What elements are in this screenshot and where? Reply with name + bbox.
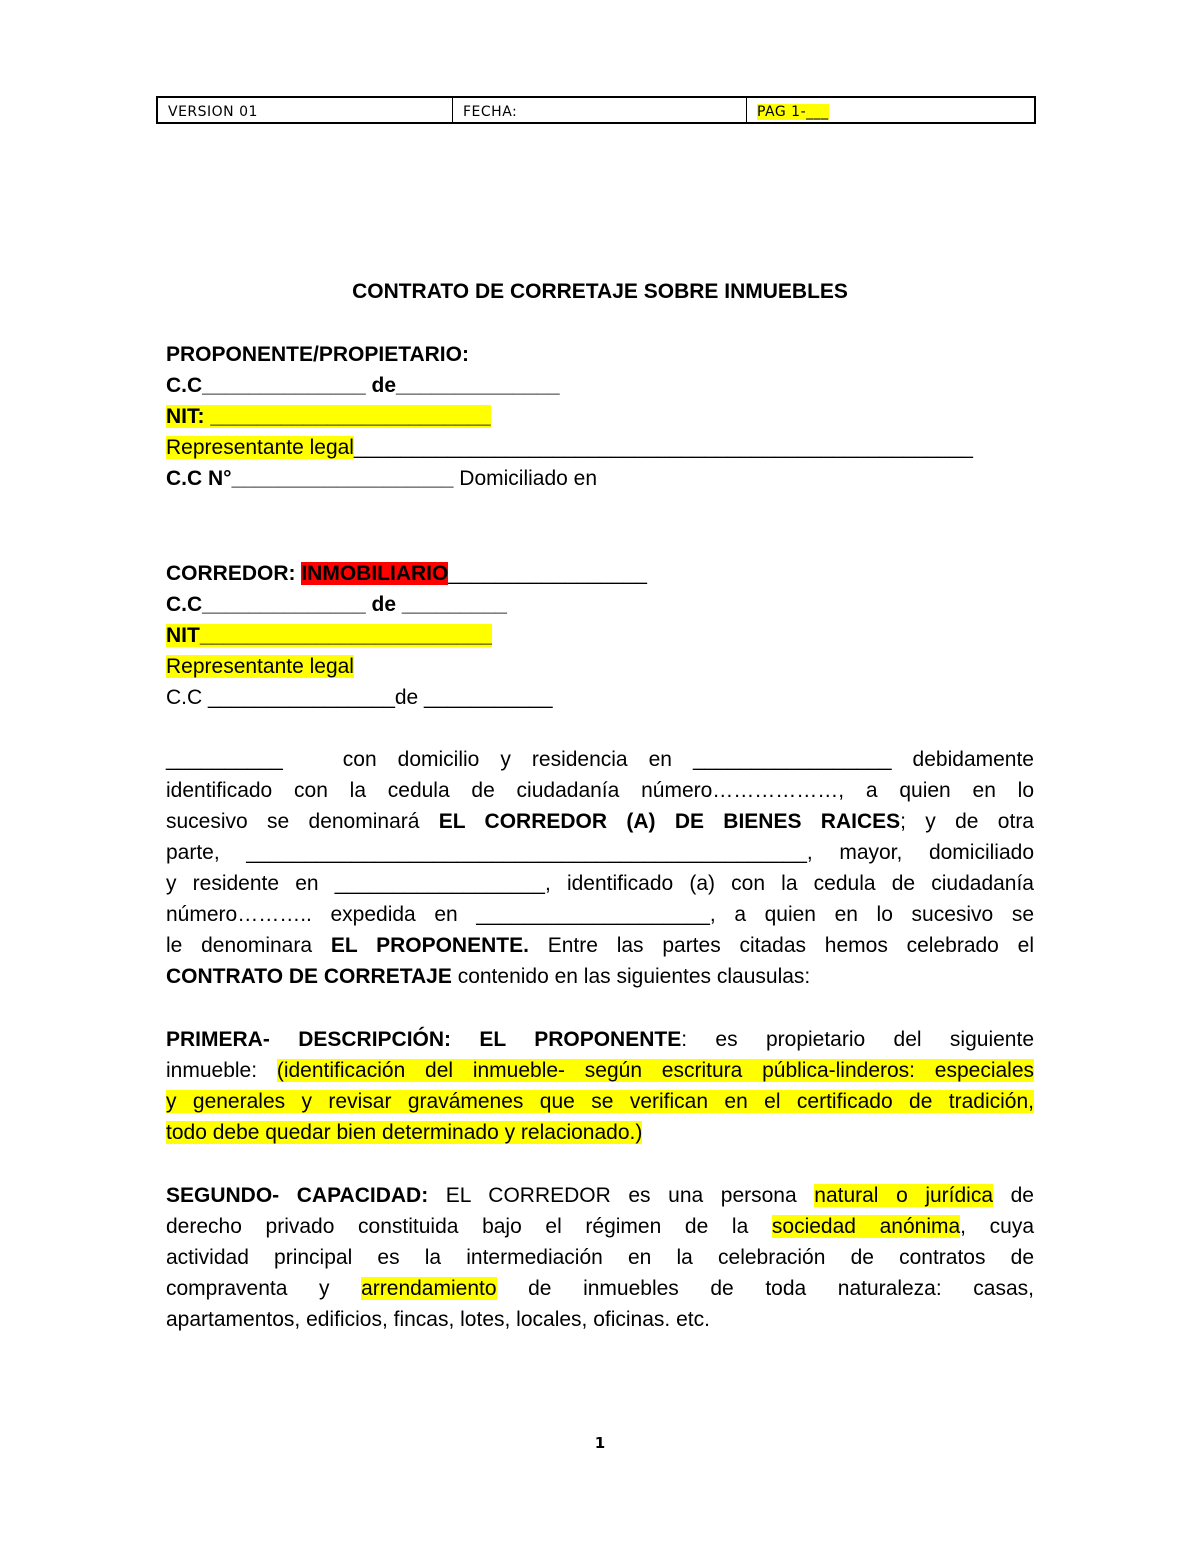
segundo-highlight: arrendamiento [361,1277,497,1300]
para1-bold: EL CORREDOR (A) DE BIENES RAICES [438,810,901,833]
proponente-rep-blank: _____________________________________________________ [353,436,973,459]
proponente-section [166,339,1034,494]
segundo-text: de inmuebles de toda naturaleza: casas, [496,1277,1034,1300]
segundo-row: apartamentos, edificios, fincas, lotes, locales, oficinas. etc. [166,1308,710,1331]
primera-row [166,1055,1034,1086]
para1-row [166,744,1034,775]
segundo-row: actividad principal es la intermediación en la celebración de contratos de [166,1246,1034,1269]
corredor-inmobiliario: INMOBILIARIO [301,562,449,585]
corredor-rep-label: Representante legal [166,655,354,678]
segundo-heading: SEGUNDO- CAPACIDAD: [166,1184,429,1207]
proponente-nit [166,401,1034,432]
para1-text: sucesivo se denominará [166,810,439,833]
corredor-nit-text: NIT_________________________ [166,624,492,647]
corredor-cc2: C.C ________________de ___________ [166,686,553,709]
corredor-representante [166,651,1034,682]
para1-bold: CONTRATO DE CORRETAJE [166,965,452,988]
segundo-text: de [993,1184,1034,1207]
pag-text: PAG 1-___ [757,104,829,120]
proponente-ccn-text: C.C N°___________________ [166,467,454,490]
header-version [158,98,452,122]
clause-segundo [166,1180,1034,1335]
fecha-text: FECHA: [463,104,518,120]
primera-text: inmueble: [166,1059,277,1082]
primera-row [166,1024,1034,1055]
segundo-highlight: natural o jurídica [814,1184,994,1207]
para1-row: y residente en __________________, identificado (a) con la cedula de ciudadanía [166,872,1034,895]
primera-heading: PRIMERA- DESCRIPCIÓN: EL PROPONENTE [166,1028,682,1051]
para1-text: con domicilio y residencia en _________________ debidamente [342,748,1034,771]
primera-highlight: y generales y revisar gravámenes que se verifican en el certificado de tradición, [166,1090,1034,1113]
corredor-section [166,558,1034,713]
para1-row: parte, ________________________________________________, mayor, domiciliado [166,841,1034,864]
proponente-ccn [166,463,1034,494]
para1-row [166,806,1034,837]
para1-row [166,961,1034,992]
primera-highlight: (identificación del inmueble- según escritura pública-linderos: especiales [276,1059,1035,1082]
proponente-nit-text: NIT: ________________________ [166,405,491,428]
header-table [156,96,1036,124]
segundo-text: EL CORREDOR es una persona [428,1184,815,1207]
proponente-domiciliado: Domiciliado en [453,467,598,490]
corredor-cc: C.C______________ de _________ [166,593,507,616]
para1-text: contenido en las siguientes clausulas: [451,965,811,988]
proponente-cc: C.C______________ de______________ [166,374,560,397]
para1-blank: __________ [166,748,283,771]
para1-text: le denominara [166,934,331,957]
page-number: 1 [594,1434,606,1452]
proponente-heading: PROPONENTE/PROPIETARIO: [166,343,469,366]
header-pag [746,98,1034,122]
para1-bold: EL PROPONENTE. [330,934,529,957]
document-title: CONTRATO DE CORRETAJE SOBRE INMUEBLES [352,280,848,303]
para1-row: número……….. expedida en ____________________, a quien en lo sucesivo se [166,903,1034,926]
para1-text: Entre las partes citadas hemos celebrado el [528,934,1034,957]
primera-highlight: todo debe quedar bien determinado y relacionado.) [166,1121,643,1144]
para1-row [166,930,1034,961]
primera-row [166,1086,1034,1117]
clause-primera [166,1024,1034,1148]
header-fecha [452,98,746,122]
primera-text: : es propietario del siguiente [681,1028,1034,1051]
segundo-text: , cuya [960,1215,1035,1238]
segundo-row [166,1273,1034,1304]
segundo-row [166,1180,1034,1211]
version-text: VERSION 01 [168,104,258,120]
para1-text: ; y de otra [900,810,1034,833]
para1-row: identificado con la cedula de ciudadanía número………………, a quien en lo [166,779,1034,802]
corredor-heading [166,558,1034,589]
proponente-rep-label: Representante legal [166,436,354,459]
corredor-nit [166,620,1034,651]
primera-row [166,1117,1034,1148]
segundo-text: derecho privado constituida bajo el régimen de la [166,1215,772,1238]
segundo-row [166,1211,1034,1242]
corredor-label: CORREDOR: [166,562,302,585]
segundo-highlight: sociedad anónima [771,1215,961,1238]
parties-paragraph [166,744,1034,992]
corredor-blank: _________________ [448,562,647,585]
proponente-representante [166,432,1034,463]
segundo-text: compraventa y [166,1277,362,1300]
